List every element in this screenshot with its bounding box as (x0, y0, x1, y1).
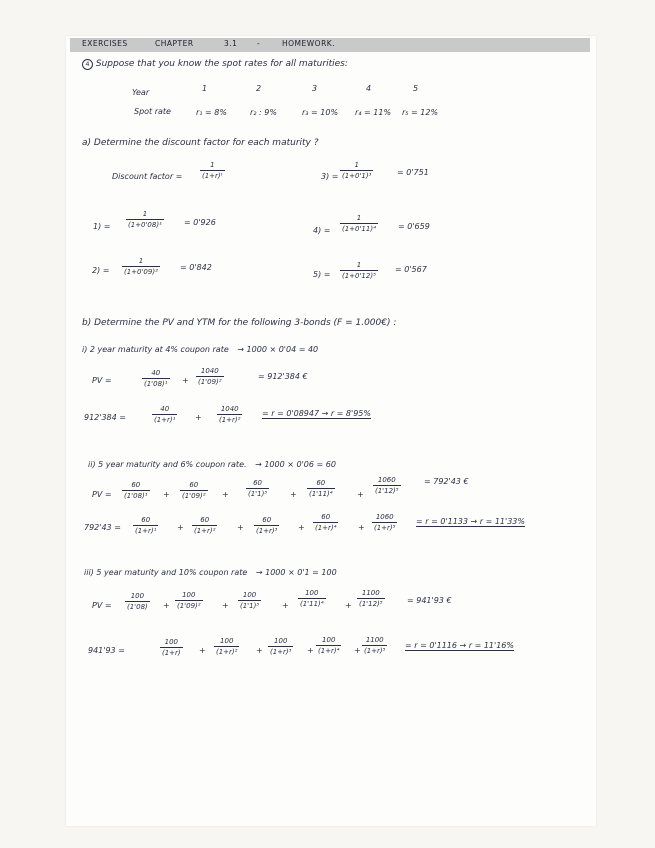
plus-sign: + (237, 523, 244, 532)
plus-sign: + (357, 490, 364, 499)
part-a-title: a) Determine the discount factor for each maturity ? (82, 138, 319, 148)
fraction-denominator: (1'08) (127, 603, 148, 611)
bond-iii-title: iii) 5 year maturity and 10% coupon rate (84, 568, 248, 577)
fraction-denominator: (1'1)³ (248, 490, 268, 498)
df-4-result: = 0'659 (398, 222, 430, 231)
plus-sign: + (358, 523, 365, 532)
fraction-denominator: (1+r)¹ (154, 416, 176, 424)
fraction-numerator: 60 (141, 516, 151, 524)
bond-iii-ytm-term-5 (362, 636, 387, 655)
bond-ii-title-line (88, 460, 336, 469)
bond-iii-pv-label: PV = (92, 601, 112, 610)
fraction-denominator: (1'11)⁴ (300, 600, 324, 608)
bond-iii-pv-result: = 941'93 € (407, 596, 452, 605)
bond-ii-pv-result: = 792'43 € (424, 477, 469, 486)
bond-i-title-line (82, 345, 318, 354)
plus-sign: + (177, 523, 184, 532)
year-5: 5 (413, 84, 419, 93)
fraction-numerator: 60 (321, 513, 331, 521)
discount-factor-formula (200, 161, 225, 180)
fraction-numerator: 60 (189, 481, 199, 489)
bond-ii-pv-term-5 (373, 476, 401, 495)
fraction-numerator: 60 (253, 479, 263, 487)
df-2-label: 2) = (92, 266, 110, 275)
bond-i-pv-label: PV = (92, 376, 112, 385)
plus-sign: + (222, 601, 229, 610)
fraction-numerator: 1040 (200, 367, 219, 375)
plus-sign: + (290, 490, 297, 499)
plus-sign: + (256, 646, 263, 655)
fraction-denominator: (1+0'12)⁵ (342, 272, 376, 280)
notebook-page (66, 36, 596, 826)
fraction-numerator: 1 (142, 210, 148, 218)
header-dash: - (257, 39, 261, 48)
bond-ii-ytm-term-4 (313, 513, 338, 532)
bond-iii-ytm-term-4 (316, 636, 341, 655)
header-homework: HOMEWORK. (282, 39, 336, 48)
plus-sign: + (163, 601, 170, 610)
fraction-denominator: (1'08)¹ (124, 492, 148, 500)
header-exercises: EXERCISES (82, 39, 128, 48)
bond-ii-pv-term-4 (307, 479, 335, 498)
bond-ii-ytm-result: = r = 0'1133 → r = 11'33% (416, 517, 525, 526)
fraction-denominator: (1+r)⁵ (374, 524, 396, 532)
problem-statement-line (82, 59, 348, 70)
fraction-numerator: 60 (316, 479, 326, 487)
fraction-numerator: 1 (356, 261, 362, 269)
fraction-denominator: (1+r)⁴ (315, 524, 337, 532)
fraction-denominator: (1+0'08)¹ (128, 221, 162, 229)
fraction-numerator: 100 (130, 592, 145, 600)
discount-factor-label: Discount factor = (112, 172, 183, 181)
bond-iii-title-line (84, 568, 337, 577)
bond-i-pv-term-1 (142, 369, 170, 388)
df-5-result: = 0'567 (395, 265, 427, 274)
fraction-denominator: (1+0'09)² (124, 268, 158, 276)
fraction-numerator: 1100 (361, 589, 380, 597)
fraction-numerator: 100 (164, 638, 179, 646)
fraction-denominator: (1'09)² (182, 492, 206, 500)
bond-iii-ytm-term-2 (214, 637, 239, 656)
problem-number: 4 (82, 59, 93, 70)
spot-rate-label: Spot rate (134, 107, 171, 116)
plus-sign: + (282, 601, 289, 610)
plus-sign: + (298, 523, 305, 532)
bond-iii-ytm-result: = r = 0'1116 → r = 11'16% (405, 641, 514, 650)
df-2-result: = 0'842 (180, 263, 212, 272)
spot-rate-4: r₄ = 11% (355, 108, 392, 117)
fraction-denominator: (1+r)² (219, 416, 241, 424)
bond-i-pv-result: = 912'384 € (258, 372, 308, 381)
df-4-fraction (340, 214, 378, 233)
fraction-denominator: (1+r)² (194, 527, 216, 535)
bond-ii-ytm-term-3 (254, 516, 279, 535)
year-1: 1 (202, 84, 208, 93)
bond-i-ytm-label: 912'384 = (84, 413, 126, 422)
year-4: 4 (366, 84, 372, 93)
bond-ii-pv-term-1 (122, 481, 150, 500)
fraction-numerator: 1 (356, 214, 362, 222)
fraction-denominator: (1'08)¹ (144, 380, 168, 388)
bond-i-pv-term-2 (196, 367, 224, 386)
df-1-label: 1) = (93, 222, 111, 231)
fraction-denominator: (1+r)⁴ (318, 647, 340, 655)
bond-ii-pv-term-3 (246, 479, 269, 498)
spot-rate-3: r₃ = 10% (302, 108, 339, 117)
fraction-denominator: (1'09)² (177, 602, 201, 610)
fraction-numerator: 1 (354, 161, 359, 169)
df-2-fraction (122, 257, 160, 276)
fraction-numerator: 100 (322, 636, 336, 644)
fraction-denominator: (1+r)² (216, 648, 238, 656)
bond-iii-coupon-calc: → 1000 × 0'1 = 100 (255, 568, 337, 577)
df-1-fraction (126, 210, 164, 229)
bond-iii-pv-term-5 (357, 589, 385, 608)
df-5-fraction (340, 261, 378, 280)
bond-ii-coupon-calc: → 1000 × 0'06 = 60 (255, 460, 336, 469)
plus-sign: + (354, 646, 361, 655)
bond-ii-pv-label: PV = (92, 490, 112, 499)
fraction-denominator: (1+r)³ (270, 648, 292, 656)
fraction-denominator: (1+r)ᵗ (202, 172, 223, 180)
fraction-denominator: (1+r)⁵ (364, 647, 386, 655)
year-3: 3 (312, 84, 318, 93)
fraction-numerator: 1060 (377, 476, 396, 484)
year-label: Year (132, 88, 150, 97)
df-5-label: 5) = (313, 270, 331, 279)
plus-sign: + (163, 490, 170, 499)
bond-iii-ytm-term-3 (268, 637, 293, 656)
fraction-numerator: 1 (138, 257, 144, 265)
bond-ii-ytm-term-1 (133, 516, 158, 535)
bond-iii-ytm-label: 941'93 = (88, 646, 125, 655)
spot-rate-1: r₁ = 8% (196, 108, 227, 117)
fraction-numerator: 40 (151, 369, 161, 377)
bond-ii-pv-term-2 (180, 481, 208, 500)
fraction-denominator: (1'1)³ (240, 602, 260, 610)
plus-sign: + (182, 376, 189, 385)
bond-i-ytm-result: = r = 0'08947 → r = 8'95% (262, 409, 371, 418)
fraction-numerator: 60 (262, 516, 272, 524)
bond-i-ytm-term-2 (217, 405, 242, 424)
bond-ii-ytm-term-2 (192, 516, 217, 535)
fraction-denominator: (1'09)² (198, 378, 222, 386)
bond-i-ytm-term-1 (152, 405, 177, 424)
fraction-numerator: 100 (182, 591, 196, 599)
fraction-numerator: 1060 (375, 513, 394, 521)
fraction-denominator: (1'12)⁵ (359, 600, 383, 608)
bond-iii-pv-term-3 (238, 591, 261, 610)
df-3-result: = 0'751 (397, 168, 429, 177)
fraction-denominator: (1+r)³ (256, 527, 278, 535)
fraction-denominator: (1+r)¹ (135, 527, 157, 535)
fraction-numerator: 100 (274, 637, 288, 645)
fraction-numerator: 100 (305, 589, 319, 597)
fraction-numerator: 40 (160, 405, 170, 413)
bond-iii-ytm-term-1 (160, 638, 183, 657)
df-3-fraction (340, 161, 373, 180)
fraction-numerator: 60 (200, 516, 210, 524)
year-2: 2 (256, 84, 262, 93)
fraction-numerator: 1040 (220, 405, 239, 413)
problem-statement: Suppose that you know the spot rates for all maturities: (95, 59, 348, 69)
part-b-title: b) Determine the PV and YTM for the following 3-bonds (F = 1.000€) : (82, 318, 397, 328)
bond-i-title: i) 2 year maturity at 4% coupon rate (82, 345, 229, 354)
bond-iii-pv-term-1 (125, 592, 150, 611)
spot-rate-5: r₅ = 12% (402, 108, 439, 117)
df-3-label: 3) = (321, 172, 339, 181)
fraction-numerator: 100 (242, 591, 257, 599)
header-chapter: CHAPTER (155, 39, 194, 48)
bond-iii-pv-term-4 (298, 589, 326, 608)
fraction-denominator: (1+r) (162, 649, 181, 657)
bond-ii-ytm-term-5 (372, 513, 397, 532)
bond-ii-ytm-label: 792'43 = (84, 523, 121, 532)
df-1-result: = 0'926 (184, 218, 216, 227)
plus-sign: + (222, 490, 229, 499)
spot-rate-2: r₂ : 9% (250, 108, 277, 117)
fraction-denominator: (1'12)⁵ (375, 487, 399, 495)
bond-ii-title: ii) 5 year maturity and 6% coupon rate. (88, 460, 247, 469)
fraction-denominator: (1+0'11)⁴ (342, 225, 376, 233)
plus-sign: + (345, 601, 352, 610)
fraction-numerator: 100 (220, 637, 234, 645)
header-number: 3.1 (224, 39, 238, 48)
df-4-label: 4) = (313, 226, 331, 235)
fraction-denominator: (1'11)⁴ (309, 490, 333, 498)
plus-sign: + (307, 646, 314, 655)
bond-iii-pv-term-2 (175, 591, 203, 610)
plus-sign: + (199, 646, 206, 655)
plus-sign: + (195, 413, 202, 422)
fraction-denominator: (1+0'1)³ (342, 172, 372, 180)
fraction-numerator: 1 (210, 161, 215, 169)
fraction-numerator: 60 (131, 481, 141, 489)
fraction-numerator: 1100 (365, 636, 384, 644)
bond-i-coupon-calc: → 1000 × 0'04 = 40 (237, 345, 319, 354)
